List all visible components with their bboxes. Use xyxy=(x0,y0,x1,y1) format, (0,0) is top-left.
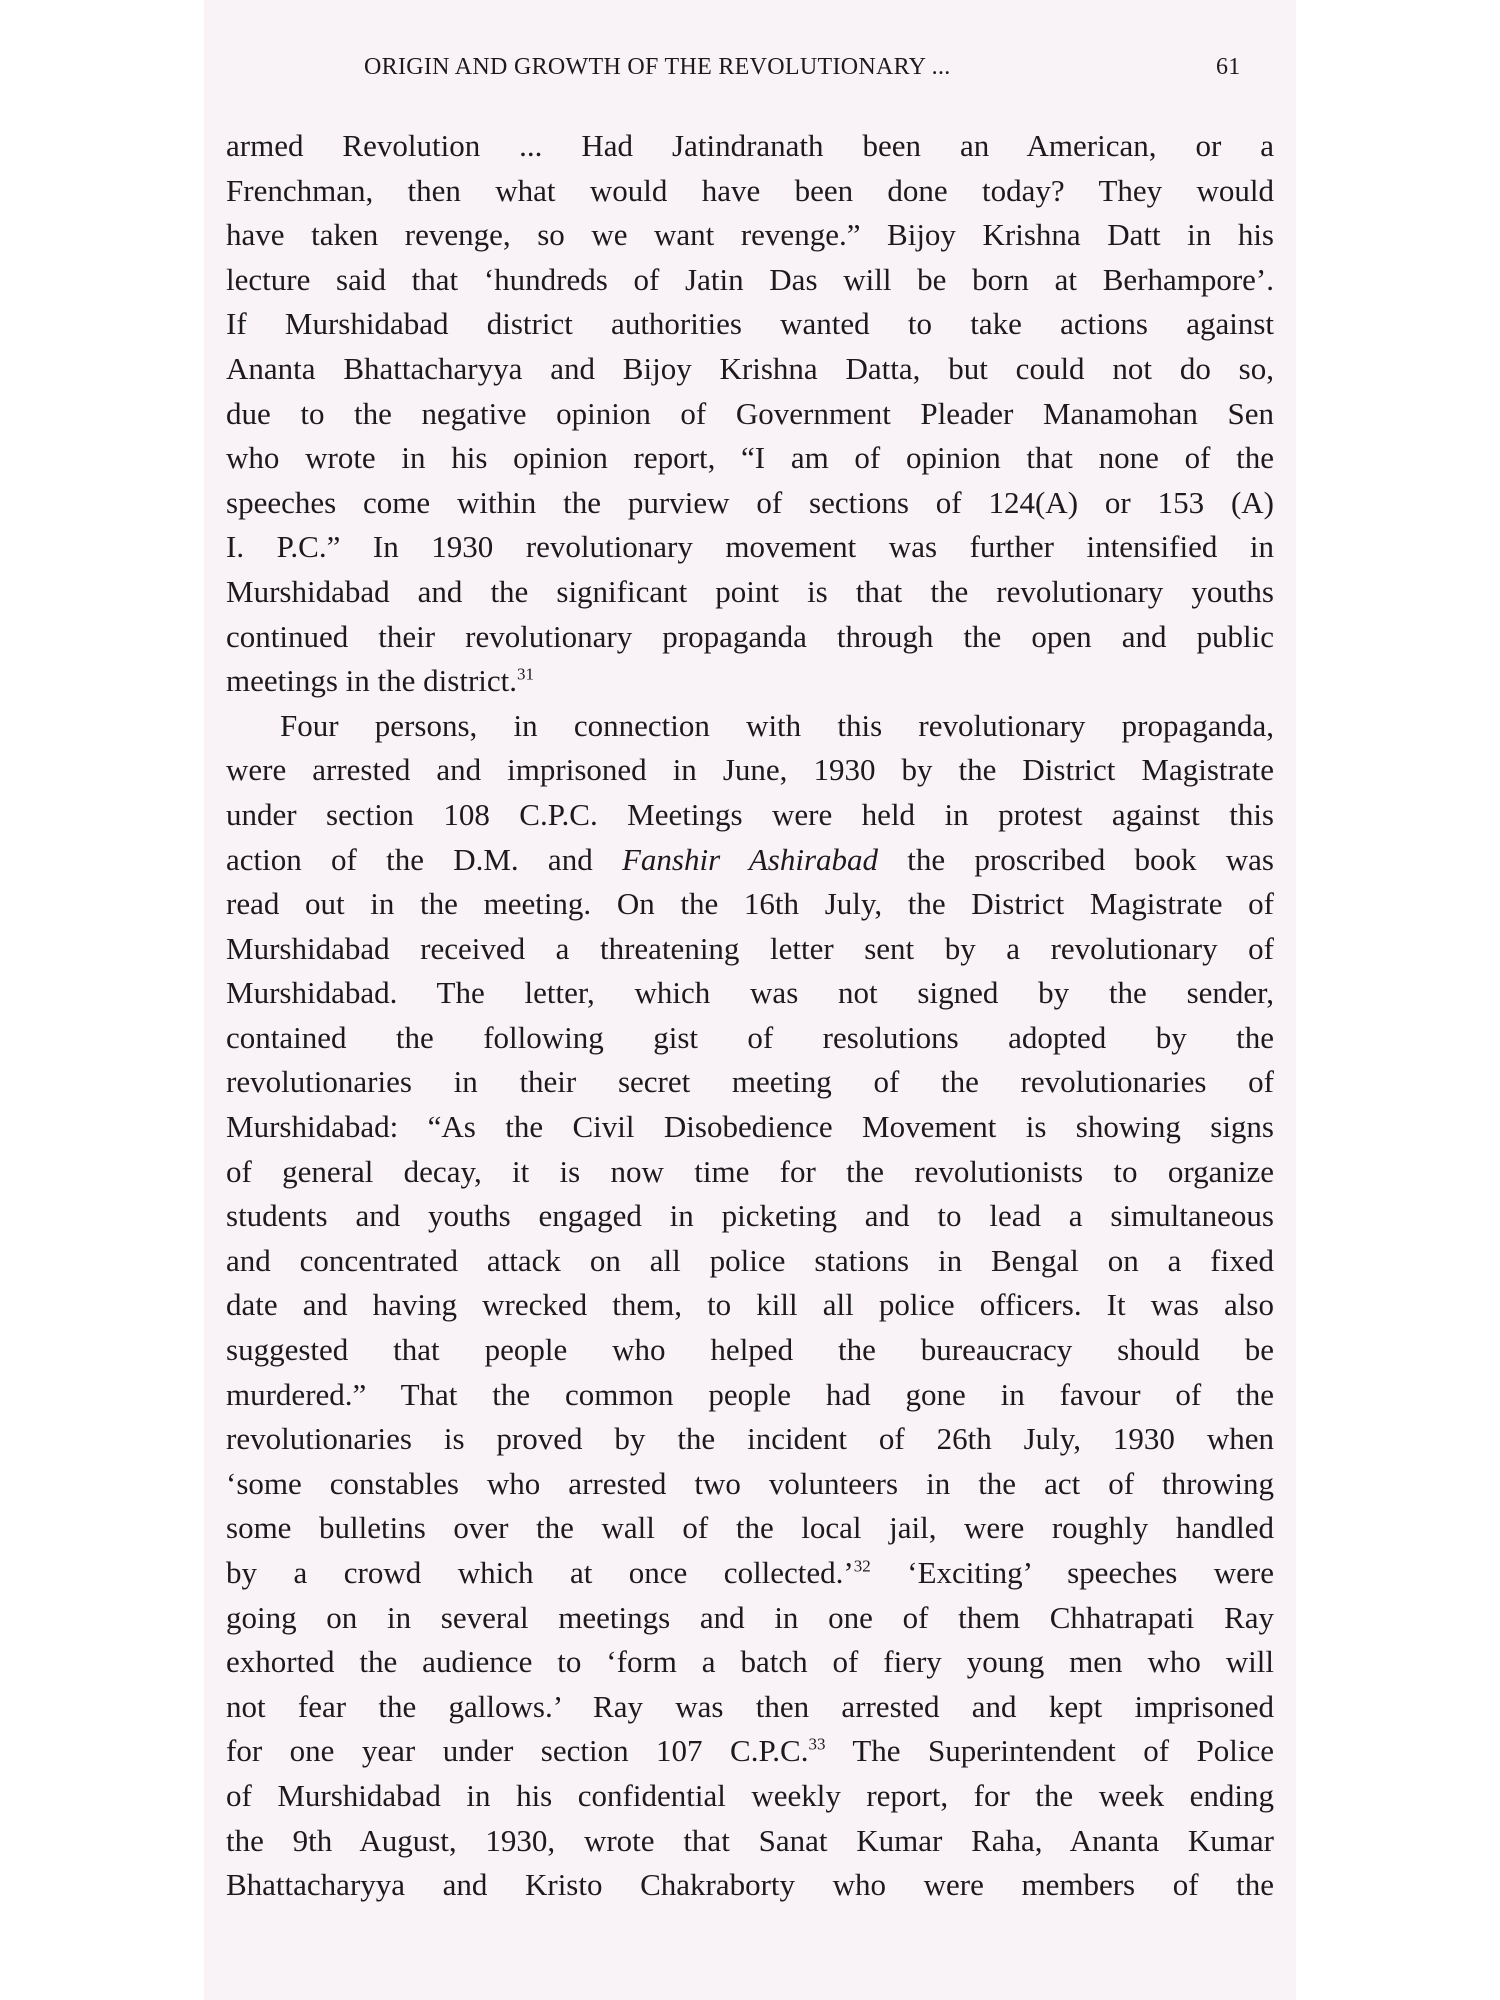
text-line xyxy=(226,659,1274,704)
book-page xyxy=(204,0,1296,2000)
text-line: date and having wrecked them, to kill all police officers. It was also xyxy=(226,1287,1274,1323)
text-line: ‘some constables who arrested two volunteers in the act of throwing xyxy=(226,1465,1274,1501)
footnote-marker: 32 xyxy=(853,1556,871,1576)
running-title: ORIGIN AND GROWTH OF THE REVOLUTIONARY ... xyxy=(364,54,951,80)
text-line: Murshidabad: “As the Civil Disobedience Movement is showing signs xyxy=(226,1109,1274,1145)
page-number: 61 xyxy=(1216,54,1241,80)
text-line: Murshidabad received a threatening letter sent by a revolutionary of xyxy=(226,930,1274,966)
text-fragment: by a crowd which at once collected.’ xyxy=(226,1555,854,1590)
text-fragment: meetings in the district. xyxy=(226,663,518,699)
text-line: not fear the gallows.’ Ray was then arrested and kept imprisoned xyxy=(226,1688,1274,1724)
text-line: Murshidabad. The letter, which was not signed by the sender, xyxy=(226,975,1274,1011)
text-line xyxy=(226,838,1274,883)
text-line: murdered.” That the common people had gone in favour of the xyxy=(226,1376,1274,1412)
text-line: If Murshidabad district authorities wanted to take actions against xyxy=(226,306,1274,342)
text-line: due to the negative opinion of Government Pleader Manamohan Sen xyxy=(226,395,1274,431)
text-line: exhorted the audience to ‘form a batch of fiery young men who will xyxy=(226,1644,1274,1680)
text-line: I. P.C.” In 1930 revolutionary movement was further intensified in xyxy=(226,529,1274,565)
text-fragment: for one year under section 107 C.P.C. xyxy=(226,1733,809,1769)
text-fragment: The Superintendent of Police xyxy=(825,1733,1275,1769)
text-line: of Murshidabad in his confidential weekly report, for the week ending xyxy=(226,1777,1274,1813)
text-line: Ananta Bhattacharyya and Bijoy Krishna Datta, but could not do so, xyxy=(226,350,1274,386)
text-line: and concentrated attack on all police stations in Bengal on a fixed xyxy=(226,1242,1274,1278)
text-line: armed Revolution ... Had Jatindranath been an American, or a xyxy=(226,128,1274,163)
book-title: Fanshir Ashirabad xyxy=(621,841,879,877)
text-line xyxy=(226,1729,1274,1774)
text-fragment: ‘Exciting’ speeches were xyxy=(870,1555,1275,1590)
text-line: suggested that people who helped the bureaucracy should be xyxy=(226,1332,1274,1368)
text-line: revolutionaries in their secret meeting of the revolutionaries of xyxy=(226,1064,1274,1100)
text-line: continued their revolutionary propaganda through the open and public xyxy=(226,618,1274,654)
text-line: revolutionaries is proved by the incident of 26th July, 1930 when xyxy=(226,1421,1274,1457)
footnote-marker: 31 xyxy=(517,664,535,684)
text-line: who wrote in his opinion report, “I am of opinion that none of the xyxy=(226,440,1274,476)
text-line xyxy=(226,1551,1274,1596)
footnote-marker: 33 xyxy=(808,1735,826,1755)
text-line: Four persons, in connection with this revolutionary propaganda, xyxy=(280,707,1274,743)
text-line: students and youths engaged in picketing and to lead a simultaneous xyxy=(226,1198,1274,1234)
text-line: some bulletins over the wall of the local jail, were roughly handled xyxy=(226,1510,1274,1546)
text-line: read out in the meeting. On the 16th July, the District Magistrate of xyxy=(226,886,1274,922)
text-line: Murshidabad and the significant point is that the revolutionary youths xyxy=(226,573,1274,609)
text-line: going on in several meetings and in one of them Chhatrapati Ray xyxy=(226,1599,1274,1635)
text-fragment: action of the D.M. and xyxy=(226,841,622,877)
text-line: the 9th August, 1930, wrote that Sanat Kumar Raha, Ananta Kumar xyxy=(226,1822,1274,1858)
text-line: lecture said that ‘hundreds of Jatin Das will be born at Berhampore’. xyxy=(226,261,1274,297)
text-fragment: the proscribed book was xyxy=(878,841,1274,877)
text-line: of general decay, it is now time for the revolutionists to organize xyxy=(226,1153,1274,1189)
text-line: have taken revenge, so we want revenge.” Bijoy Krishna Datt in his xyxy=(226,217,1274,253)
text-line: under section 108 C.P.C. Meetings were held in protest against this xyxy=(226,796,1274,832)
text-line: Bhattacharyya and Kristo Chakraborty who were members of the xyxy=(226,1867,1274,1903)
body-text xyxy=(226,124,1274,1908)
page-header xyxy=(204,54,1296,94)
text-line: speeches come within the purview of sections of 124(A) or 153 (A) xyxy=(226,484,1274,520)
text-line: were arrested and imprisoned in June, 1930 by the District Magistrate xyxy=(226,752,1274,788)
text-line: Frenchman, then what would have been done today? They would xyxy=(226,172,1274,208)
text-line: contained the following gist of resolutions adopted by the xyxy=(226,1019,1274,1055)
